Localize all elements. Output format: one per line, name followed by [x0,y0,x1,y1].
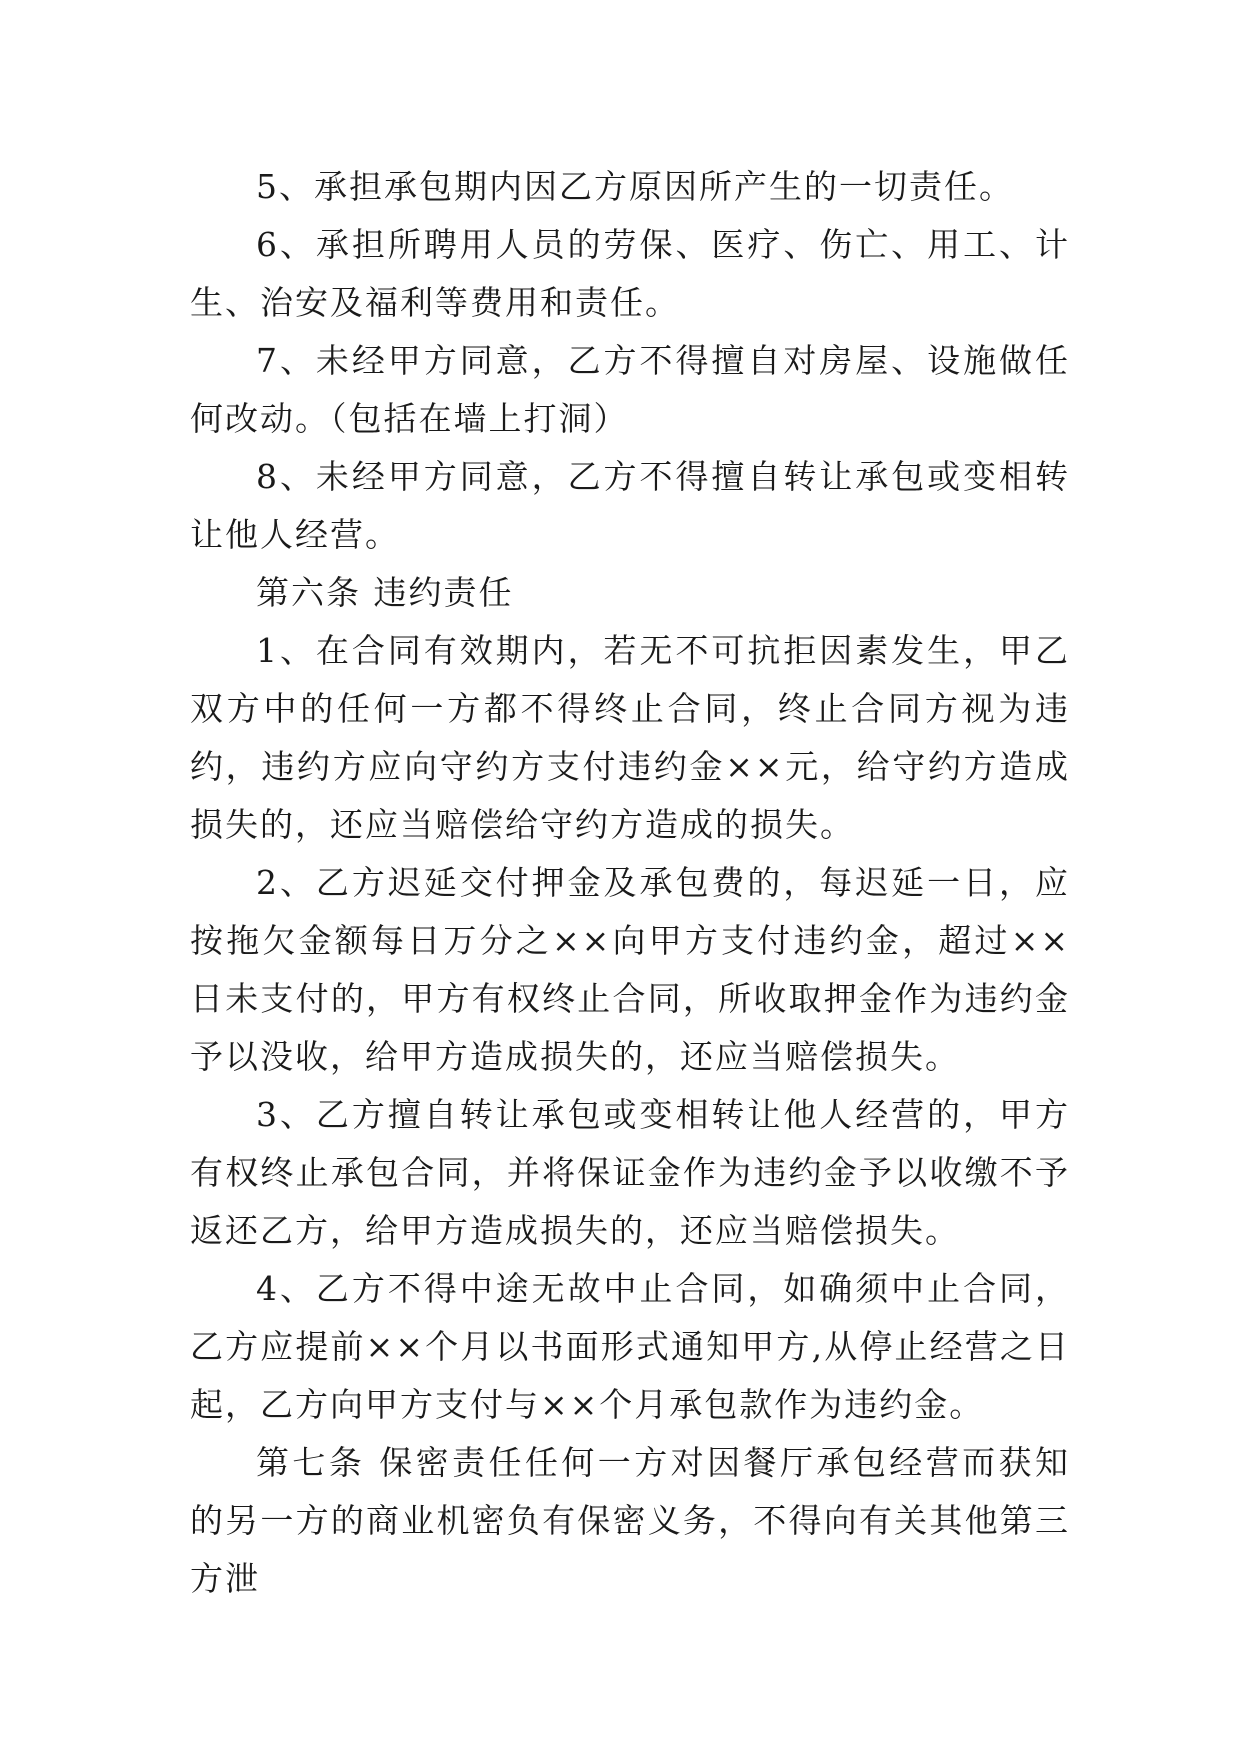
clause-8-paragraph: 8、未经甲方同意，乙方不得擅自转让承包或变相转让他人经营。 [190,457,1070,554]
clause-5-paragraph: 5、承担承包期内因乙方原因所产生的一切责任。 [256,167,1014,206]
clause-7-paragraph: 7、未经甲方同意，乙方不得擅自对房屋、设施做任何改动。（包括在墙上打洞） [190,341,1070,438]
article-6-heading: 第六条 违约责任 [256,573,514,612]
article-7-confidentiality-paragraph: 第七条 保密责任任何一方对因餐厅承包经营而获知的另一方的商业机密负有保密义务，不得向有关其他第三方泄 [190,1443,1070,1598]
breach-clause-2-paragraph: 2、乙方迟延交付押金及承包费的，每迟延一日，应按拖欠金额每日万分之××向甲方支付违约金，超过××日未支付的，甲方有权终止合同，所收取押金作为违约金予以没收，给甲方造成损失的，还应当赔偿损失。 [190,863,1070,1076]
breach-clause-3-paragraph: 3、乙方擅自转让承包或变相转让他人经营的，甲方有权终止承包合同，并将保证金作为违约金予以收缴不予返还乙方，给甲方造成损失的，还应当赔偿损失。 [190,1095,1070,1250]
document-body [190,158,1070,1608]
breach-clause-4-paragraph: 4、乙方不得中途无故中止合同，如确须中止合同，乙方应提前××个月以书面形式通知甲方,从停止经营之日起，乙方向甲方支付与××个月承包款作为违约金。 [190,1269,1070,1424]
clause-6-paragraph: 6、承担所聘用人员的劳保、医疗、伤亡、用工、计生、治安及福利等费用和责任。 [190,225,1070,322]
breach-clause-1-paragraph: 1、在合同有效期内，若无不可抗拒因素发生，甲乙双方中的任何一方都不得终止合同，终止合同方视为违约，违约方应向守约方支付违约金××元，给守约方造成损失的，还应当赔偿给守约方造成的损失。 [190,631,1070,844]
